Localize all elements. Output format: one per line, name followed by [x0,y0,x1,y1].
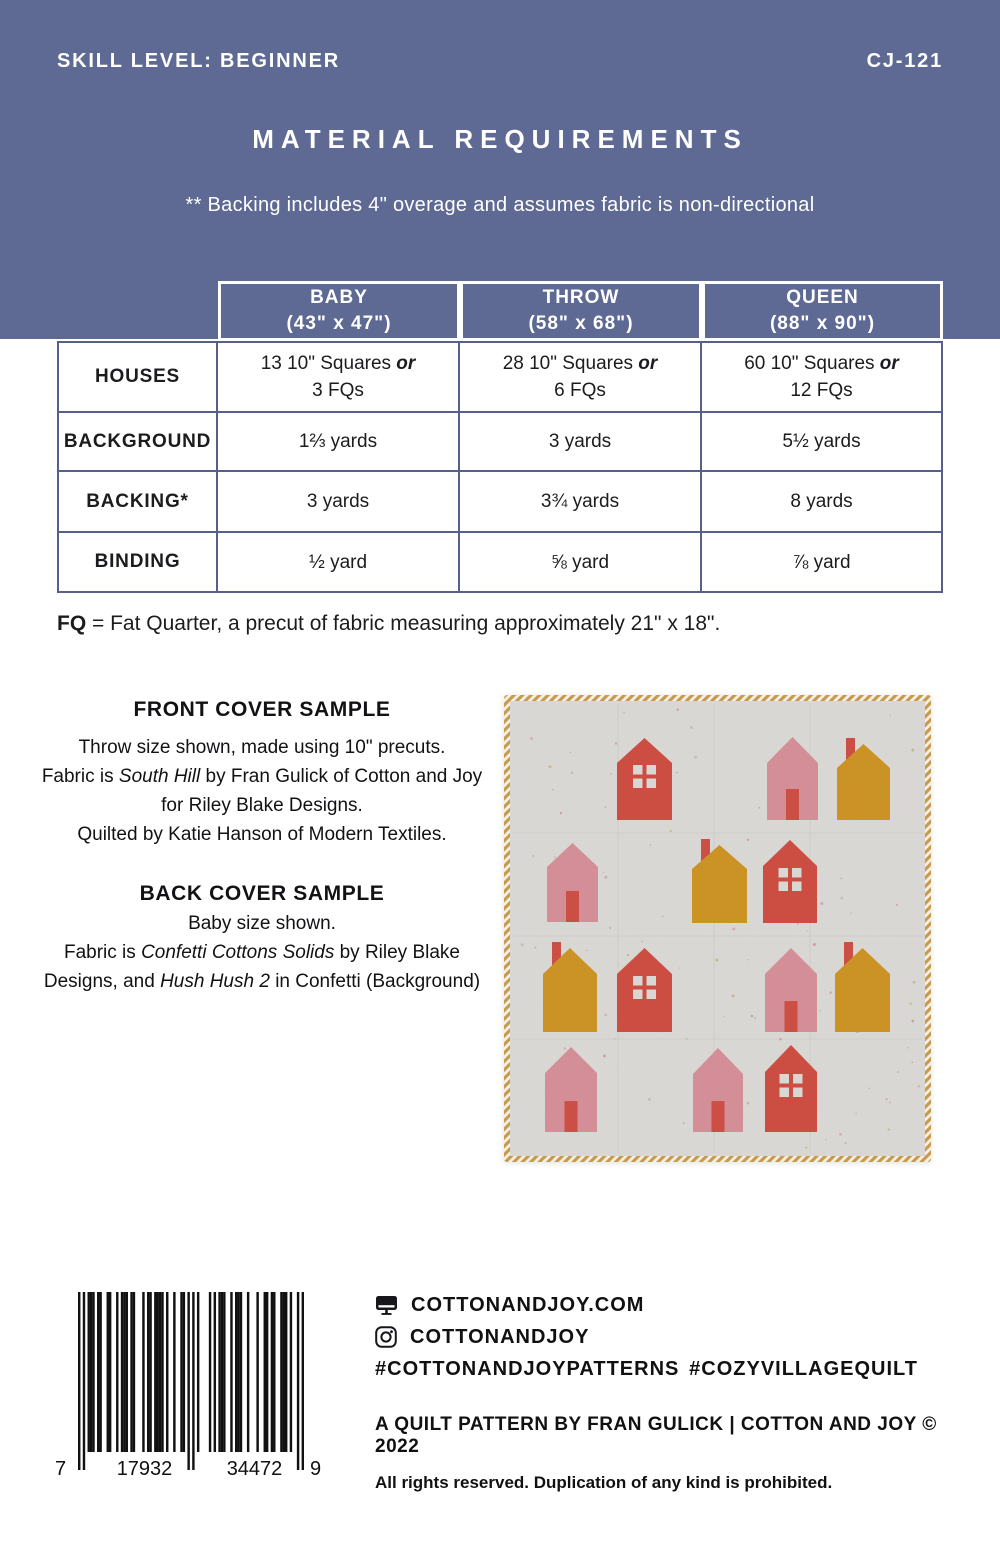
sample-text-line: for Riley Blake Designs. [161,795,363,816]
top-bar [57,50,943,73]
row-label: HOUSES [57,341,218,413]
sample-text-line: Baby size shown. [188,913,336,934]
fq-definition-text: = Fat Quarter, a precut of fabric measuring approximately 21" x 18". [86,612,721,635]
back-cover-sample-block [27,882,497,996]
table-cell: 3 yards [460,413,702,472]
table-cell: 13 10" Squares or 3 FQs [218,341,460,413]
column-dimensions: (43" x 47") [286,313,392,334]
front-cover-sample-block [27,698,497,849]
front-cover-heading: FRONT COVER SAMPLE [133,698,391,721]
quilt-texture-overlay [510,701,925,1156]
column-header-throw [460,281,702,341]
materials-table [57,281,943,593]
table-cell: ⅝ yard [460,533,702,593]
column-header-queen [702,281,943,341]
pattern-code: CJ-121 [866,50,943,72]
back-cover-lines [27,909,497,996]
table-cell: 3 yards [218,472,460,533]
row-label: BACKGROUND [57,413,218,472]
row-label: BACKING* [57,472,218,533]
instagram-icon [375,1326,397,1348]
sample-text-line: Fabric is South Hill by Fran Gulick of Cotton and Joy [41,766,483,787]
table-corner-spacer [57,281,218,341]
credit-line: A QUILT PATTERN BY FRAN GULICK | COTTON AND JOY © 2022 [375,1414,937,1457]
barcode-digit-check: 9 [310,1458,322,1480]
sample-text-line: Quilted by Katie Hanson of Modern Textiles. [77,824,447,845]
column-name: THROW [542,287,620,308]
hashtag-patterns: #COTTONANDJOYPATTERNS [375,1357,680,1380]
instagram-handle: COTTONANDJOY [410,1325,590,1348]
monitor-icon [375,1294,398,1317]
column-name: QUEEN [786,287,859,308]
back-cover-heading: BACK COVER SAMPLE [139,882,385,905]
backing-note: ** Backing includes 4" overage and assumes fabric is non-directional [185,194,815,216]
barcode-digits-right: 34472 [226,1458,283,1480]
hashtag-quilt: #COZYVILLAGEQUILT [689,1357,918,1380]
rights-line: All rights reserved. Duplication of any kind is prohibited. [375,1473,833,1492]
column-dimensions: (58" x 68") [528,313,634,334]
fq-definition-note [57,612,720,636]
instagram-row [375,1324,945,1350]
table-cell: 3¾ yards [460,472,702,533]
table-cell: 28 10" Squares or 6 FQs [460,341,702,413]
page-title: MATERIAL REQUIREMENTS [252,124,748,154]
sample-text-line: Throw size shown, made using 10" precuts. [78,737,446,758]
table-cell: 8 yards [702,472,943,533]
sample-text-line: Designs, and Hush Hush 2 in Confetti (Background) [43,971,481,992]
row-label: BINDING [57,533,218,593]
barcode-digits-left: 17932 [116,1458,173,1480]
website-row [375,1292,945,1318]
footer-info [375,1292,945,1493]
front-cover-lines [27,733,497,849]
table-cell: ⅞ yard [702,533,943,593]
barcode-digit-system: 7 [55,1458,67,1480]
barcode-bars [78,1292,304,1472]
table-cell: ½ yard [218,533,460,593]
fq-abbreviation: FQ [57,612,87,635]
column-name: BABY [310,287,368,308]
table-cell: 5½ yards [702,413,943,472]
hashtags-row [375,1356,918,1382]
table-cell: 1⅔ yards [218,413,460,472]
barcode [55,1292,395,1492]
column-dimensions: (88" x 90") [769,313,876,334]
quilt-photo [500,690,948,1190]
skill-level-label: SKILL LEVEL: BEGINNER [57,50,341,72]
website-text: COTTONANDJOY.COM [411,1293,645,1316]
column-header-baby [218,281,460,341]
table-cell: 60 10" Squares or 12 FQs [702,341,943,413]
sample-text-line: Fabric is Confetti Cottons Solids by Riley Blake [63,942,460,963]
